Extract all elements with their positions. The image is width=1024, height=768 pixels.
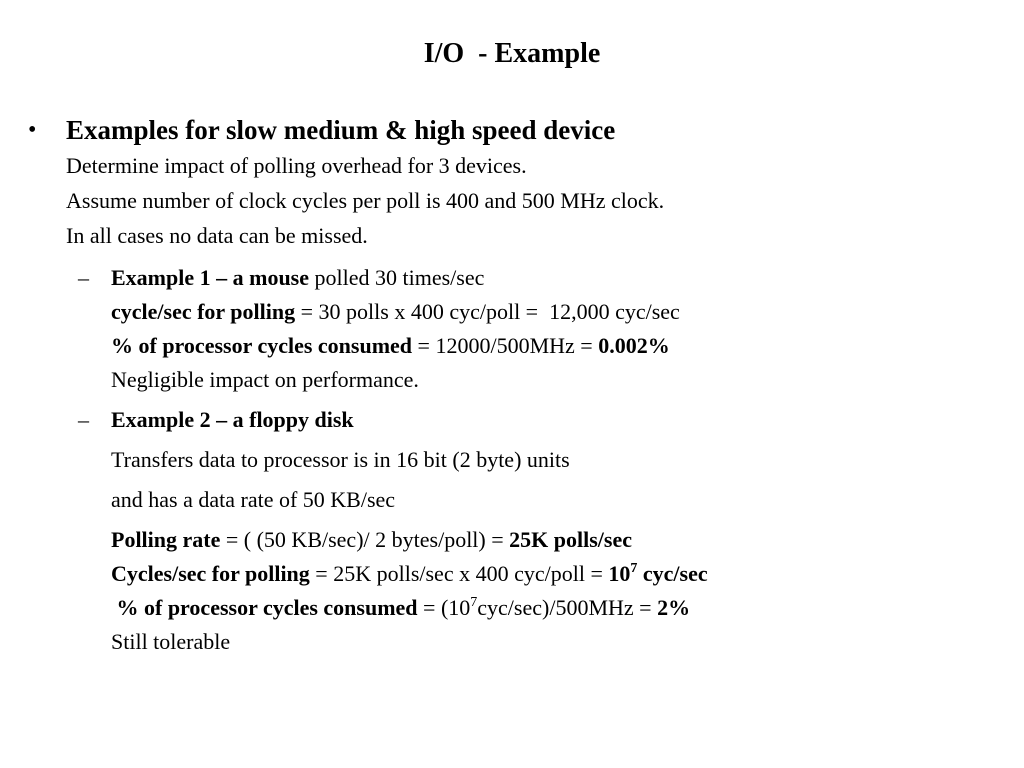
- example-2-cycles-line: [111, 557, 991, 591]
- example-1-cycles-label: cycle/sec for polling: [111, 299, 296, 324]
- example-2-conclusion: Still tolerable: [111, 629, 231, 654]
- example-2-heading: Example 2 – a floppy disk: [111, 407, 354, 432]
- example-1-percent-formula: = 12000/500MHz =: [412, 333, 599, 358]
- example-2-polling-label: Polling rate: [111, 527, 221, 552]
- example-1-heading-line: [111, 261, 991, 295]
- example-1-percent-line: [111, 329, 991, 363]
- example-1-cycles-value: = 30 polls x 400 cyc/poll = 12,000 cyc/sec: [295, 299, 680, 324]
- example-2-percent-label: % of processor cycles consumed: [111, 595, 418, 620]
- example-2-cycles-formula: = 25K polls/sec x 400 cyc/poll =: [309, 561, 609, 586]
- bullet-marker: •: [28, 117, 37, 143]
- example-2-polling-value: 25K polls/sec: [509, 527, 632, 552]
- example-2-cycles-value: $10^7$ cyc/sec: [608, 561, 708, 586]
- example-2-line: Transfers data to processor is in 16 bit (2 byte) units: [111, 447, 570, 472]
- main-bullet-heading: Examples for slow medium & high speed device: [66, 115, 616, 145]
- example-1-percent-value: 0.002%: [598, 333, 670, 358]
- example-2-percent-line: [111, 591, 991, 625]
- example-2-heading-line: [111, 403, 991, 437]
- example-2-polling-formula: = ( (50 KB/sec)/ 2 bytes/poll) =: [220, 527, 510, 552]
- example-2-polling-line: [111, 523, 991, 557]
- example-2-cycles-label: Cycles/sec for polling: [111, 561, 310, 586]
- sub-bullet-marker: –: [78, 407, 89, 432]
- example-1-percent-label: % of processor cycles consumed: [111, 333, 413, 358]
- slide-title: I/O - Example: [423, 38, 601, 69]
- example-2-percent-value: 2%: [657, 595, 691, 620]
- example-1: [111, 261, 991, 397]
- example-1-cycles-line: [111, 295, 991, 329]
- main-bullet: [66, 112, 986, 253]
- example-1-heading: Example 1 – a mouse: [111, 265, 309, 290]
- main-bullet-line: Assume number of clock cycles per poll is 400 and 500 MHz clock.: [66, 188, 665, 213]
- example-1-conclusion: Negligible impact on performance.: [111, 367, 419, 392]
- example-2-percent-formula: = $(10^7cyc/\sec)/500MHz$ =: [417, 595, 658, 620]
- example-2-line: and has a data rate of 50 KB/sec: [111, 487, 396, 512]
- example-2: [111, 403, 991, 659]
- main-bullet-line: In all cases no data can be missed.: [66, 223, 368, 248]
- example-1-heading-rest: polled 30 times/sec: [309, 265, 485, 290]
- sub-bullet-marker: –: [78, 265, 89, 290]
- main-bullet-line: Determine impact of polling overhead for 3 devices.: [66, 153, 527, 178]
